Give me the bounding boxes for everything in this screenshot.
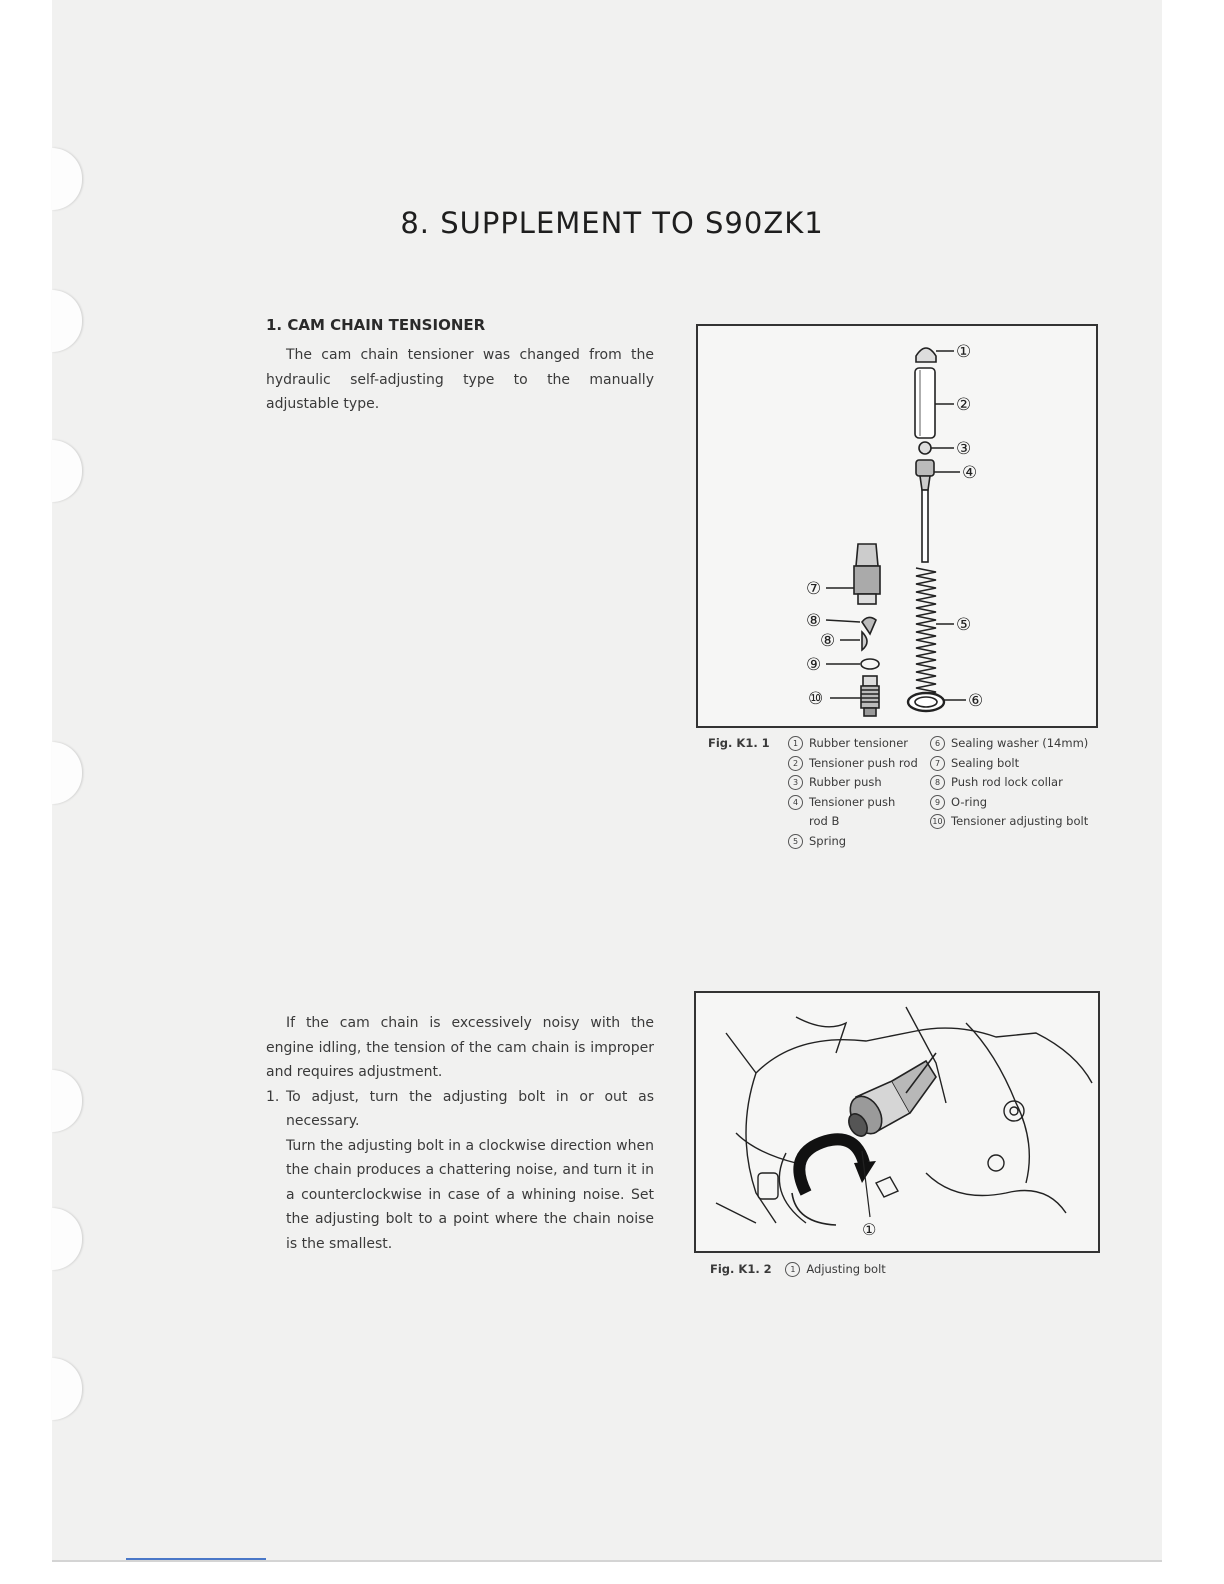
- legend-left-column: [788, 734, 918, 851]
- step-line-2: Turn the adjusting bolt in a clockwise direction when the chain produces a chattering noise, and turn it in a counterclockwise in case of a whining noise. Set the adjusting bolt to a point where the chain noise is the smallest.: [286, 1137, 654, 1252]
- figure-k1-1-box: [696, 324, 1098, 728]
- legend-item: 9 O-ring: [930, 793, 1088, 813]
- figure-k1-1-caption: [708, 734, 1108, 854]
- intro-paragraph: [266, 343, 654, 417]
- legend-item: 1 Adjusting bolt: [785, 1262, 885, 1276]
- adjustment-steps: [266, 1085, 654, 1257]
- push-rod-lock-collar-b: [862, 632, 867, 650]
- legend-item: 5 Spring: [788, 832, 918, 852]
- callout-8a: ⑧: [806, 611, 822, 631]
- page-title: 8. SUPPLEMENT TO S90ZK1: [400, 206, 824, 240]
- legend-right-column: [930, 734, 1088, 832]
- legend-item: 4 Tensioner push: [788, 793, 918, 813]
- rubber-tensioner-part: [916, 348, 936, 362]
- page-bottom-mark: [126, 1558, 266, 1560]
- legend-item: 2 Tensioner push rod: [788, 754, 918, 774]
- callout-2: ②: [956, 395, 972, 415]
- figure-k1-2-label: Fig. K1. 2: [710, 1262, 772, 1276]
- push-rod-b-shaft: [922, 490, 928, 562]
- section-heading: 1. CAM CHAIN TENSIONER: [266, 316, 486, 334]
- sealing-bolt-part: [854, 544, 880, 604]
- legend-item: 8 Push rod lock collar: [930, 773, 1088, 793]
- adjustment-paragraph: [266, 1011, 654, 1256]
- callout-1: ①: [956, 342, 972, 362]
- rubber-push-part: [919, 442, 931, 454]
- legend-item: 6 Sealing washer (14mm): [930, 734, 1088, 754]
- callout-6: ⑥: [968, 691, 984, 711]
- step-line-1: To adjust, turn the adjusting bolt in or out as necessary.: [286, 1088, 654, 1129]
- spring-part: [916, 568, 936, 704]
- callout-4: ④: [962, 463, 978, 483]
- intro-text: The cam chain tensioner was changed from the hydraulic self-adjusting type to the manually adjustable type.: [266, 347, 654, 412]
- figure-k1-2-box: [694, 991, 1100, 1253]
- page-bottom-edge: [52, 1560, 1162, 1562]
- legend-item: rod B: [809, 814, 840, 828]
- callout-adjusting-bolt: ①: [862, 1220, 877, 1239]
- callout-3: ③: [956, 439, 972, 459]
- legend-item: 3 Rubber push: [788, 773, 918, 793]
- o-ring-part: [861, 659, 879, 669]
- legend-item: 1 Rubber tensioner: [788, 734, 918, 754]
- push-rod-tube-part: [915, 368, 935, 438]
- figure-k1-1-label: Fig. K1. 1: [708, 736, 770, 750]
- adjustment-step-detail: [266, 1134, 654, 1257]
- engine-adjusting-bolt-illustration: [696, 993, 1098, 1251]
- adjustment-intro: If the cam chain is excessively noisy with the engine idling, the tension of the cam chain is improper and requires adjustment.: [266, 1015, 654, 1080]
- push-rod-lock-collar-a: [862, 617, 876, 634]
- callout-5: ⑤: [956, 615, 972, 635]
- step-number: 1.: [266, 1088, 280, 1105]
- legend-item: 10 Tensioner adjusting bolt: [930, 812, 1088, 832]
- callout-10: ⑩: [808, 689, 824, 709]
- callout-7: ⑦: [806, 579, 822, 599]
- figure-k1-2-caption: [710, 1260, 1110, 1280]
- push-rod-b-head: [916, 460, 934, 476]
- adjusting-bolt-detail: [844, 1053, 936, 1139]
- tensioner-exploded-diagram: [698, 326, 1096, 726]
- sealing-washer-part: [908, 693, 944, 711]
- tensioner-adjusting-bolt-part: [861, 676, 879, 716]
- callout-8b: ⑧: [820, 631, 836, 651]
- rotation-arrow-icon: [792, 1139, 876, 1225]
- adjustment-step: [266, 1085, 654, 1134]
- callout-9: ⑨: [806, 655, 822, 675]
- legend-item: 7 Sealing bolt: [930, 754, 1088, 774]
